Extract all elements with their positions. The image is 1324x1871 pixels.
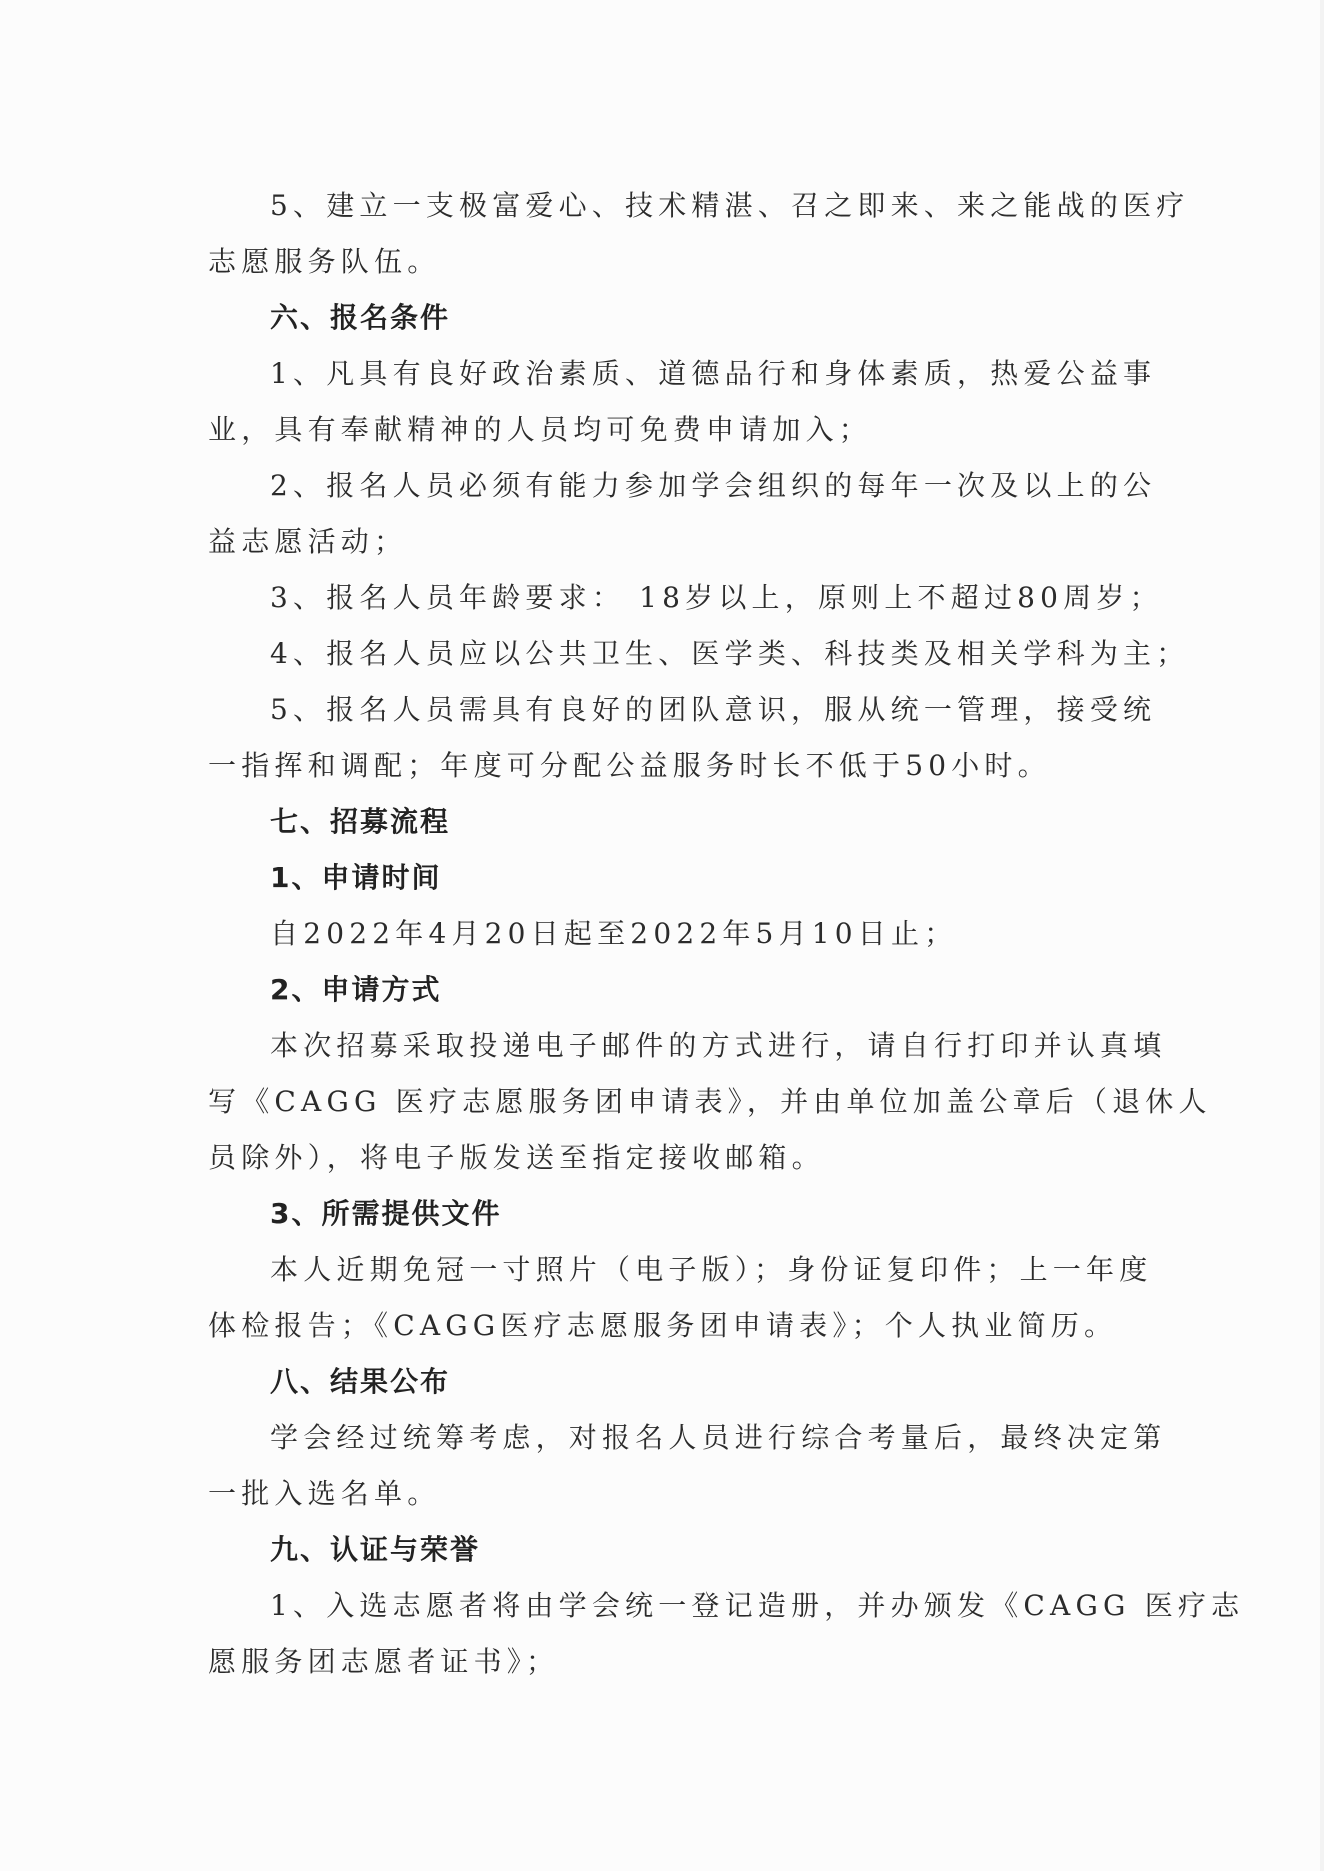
- subheading-application-method: 2、申请方式: [270, 973, 442, 1006]
- section-heading-7-process: 七、招募流程: [270, 805, 451, 838]
- requirement-5-continued: 一指挥和调配；年度可分配公益服务时长不低于50小时。: [208, 749, 1051, 782]
- application-time-text: 自2022年4月20日起至2022年5月10日止；: [270, 917, 958, 950]
- required-documents-text: 本人近期免冠一寸照片（电子版）；身份证复印件；上一年度: [270, 1253, 1153, 1286]
- certification-1: 1、入选志愿者将由学会统一登记造册，并办颁发《CAGG 医疗志: [270, 1589, 1245, 1622]
- results-text-2: 一批入选名单。: [208, 1477, 441, 1510]
- requirement-1-continued: 业，具有奉献精神的人员均可免费申请加入；: [208, 413, 873, 446]
- requirement-1: 1、凡具有良好政治素质、道德品行和身体素质，热爱公益事: [270, 357, 1157, 390]
- application-method-text-3: 员除外），将电子版发送至指定接收邮箱。: [208, 1141, 825, 1174]
- subheading-required-documents: 3、所需提供文件: [270, 1197, 502, 1230]
- requirement-4-field: 4、报名人员应以公共卫生、医学类、科技类及相关学科为主；: [270, 637, 1190, 670]
- application-method-text-2: 写《CAGG 医疗志愿服务团申请表》，并由单位加盖公章后（退休人: [208, 1085, 1212, 1118]
- section-heading-9-certification: 九、认证与荣誉: [270, 1533, 481, 1566]
- document-page: [208, 178, 1245, 1690]
- scan-edge: [1320, 0, 1324, 1871]
- requirement-2-continued: 益志愿活动；: [208, 525, 408, 558]
- requirement-2: 2、报名人员必须有能力参加学会组织的每年一次及以上的公: [270, 469, 1157, 502]
- section-heading-8-results: 八、结果公布: [270, 1365, 451, 1398]
- subheading-application-time: 1、申请时间: [270, 861, 442, 894]
- results-text: 学会经过统筹考虑，对报名人员进行综合考量后，最终决定第: [270, 1421, 1167, 1454]
- requirement-3-age: 3、报名人员年龄要求： 18岁以上，原则上不超过80周岁；: [270, 581, 1163, 614]
- certification-1-continued: 愿服务团志愿者证书》；: [208, 1645, 560, 1678]
- paragraph-5-build-team: 5、建立一支极富爱心、技术精湛、召之即来、来之能战的医疗: [270, 189, 1190, 222]
- requirement-5: 5、报名人员需具有良好的团队意识，服从统一管理，接受统: [270, 693, 1157, 726]
- section-heading-6-requirements: 六、报名条件: [270, 301, 451, 334]
- paragraph-5-continued: 志愿服务队伍。: [208, 245, 441, 278]
- application-method-text: 本次招募采取投递电子邮件的方式进行，请自行打印并认真填: [270, 1029, 1167, 1062]
- required-documents-text-2: 体检报告；《CAGG医疗志愿服务团申请表》；个人执业简历。: [208, 1309, 1118, 1342]
